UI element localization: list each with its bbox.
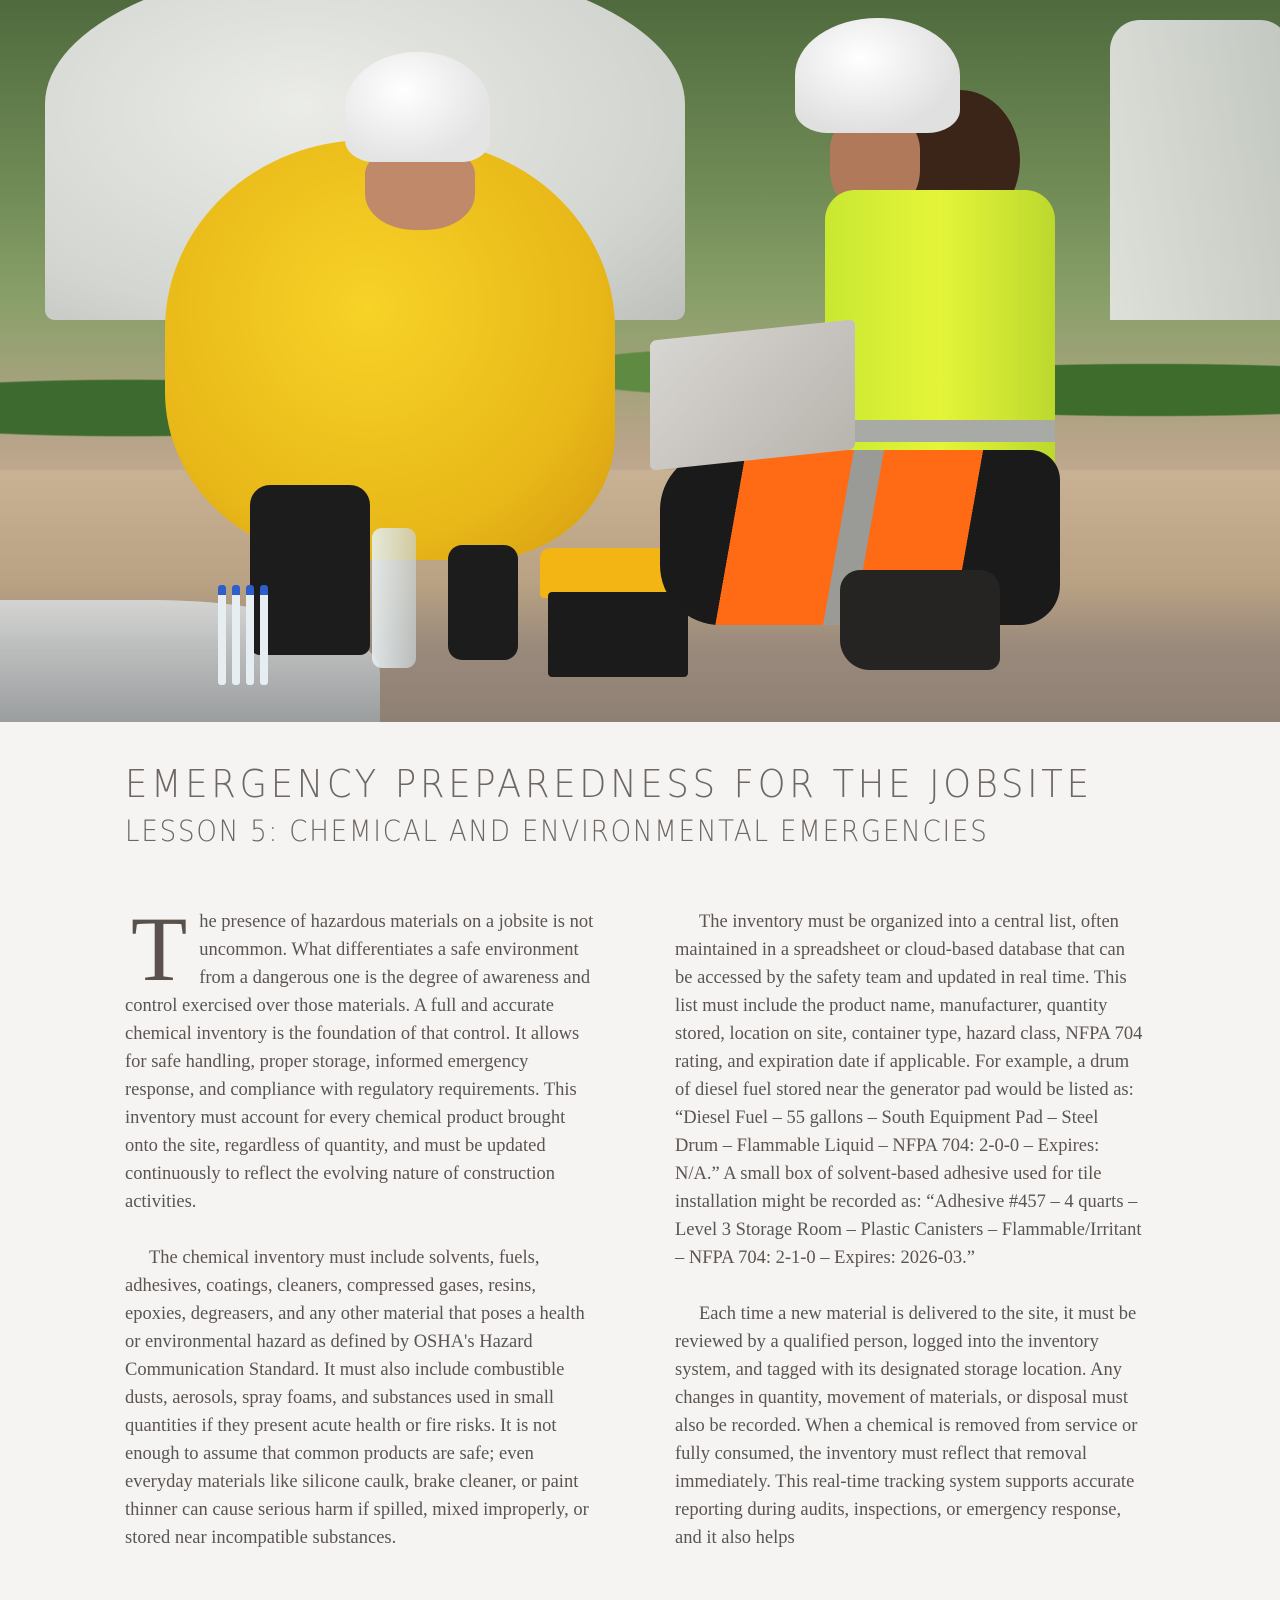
- sample-tube: [232, 585, 240, 685]
- boot-right: [840, 570, 1000, 670]
- storage-tank-right: [1110, 20, 1280, 320]
- paragraph-inventory-scope: The chemical inventory must include solvents, fuels, adhesives, coatings, cleaners, compressed gases, resins, epoxies, degreasers, and any other material that poses a health or environmental hazard as defined by OSHA's Hazard Communication Standard. It must also include combustible dusts, aerosols, spray foams, and substances used in small quantities if they present acute health or fire risks. It is not enough to assume that common products are safe; even everyday materials like silicone caulk, brake cleaner, or paint thinner can cause serious harm if spilled, mixed improperly, or stored near incompatible substances.: [125, 1248, 589, 1549]
- body-columns: [125, 898, 1155, 1580]
- sample-tube: [246, 585, 254, 685]
- page-title: EMERGENCY PREPAREDNESS FOR THE JOBSITE: [125, 762, 1093, 806]
- paragraph-inventory-updates: Each time a new material is delivered to the site, it must be reviewed by a qualified person, logged into the inventory system, and tagged with its designated storage location. Any changes in quantity, movement of materials, or disposal must also be recorded. When a chemical is removed from service or fully consumed, the inventory must reflect that removal immediately. This real-time tracking system supports accurate reporting during audits, inspections, or emergency response, and it also helps: [675, 1304, 1138, 1549]
- lesson-content: [0, 762, 1280, 1580]
- left-column: [125, 898, 595, 1580]
- hard-hat-right: [795, 18, 960, 133]
- boot-left-2: [448, 545, 518, 660]
- laptop: [650, 319, 855, 471]
- vest-reflective-stripe: [825, 420, 1055, 442]
- paragraph-inventory-format: The inventory must be organized into a central list, often maintained in a spreadsheet or cloud-based database that can be accessed by the safety team and updated in real time. This list must include the product name, manufacturer, quantity stored, location on site, container type, hazard class, NFPA 704 rating, and expiration date if applicable. For example, a drum of diesel fuel stored near the generator pad would be listed as: “Diesel Fuel – 55 gallons – South Equipment Pad – Steel Drum – Flammable Liquid – NFPA 704: 2-0-0 – Expires: N/A.” A small box of solvent-based adhesive used for tile installation might be recorded as: “Adhesive #457 – 4 quarts – Level 3 Storage Room – Plastic Canisters – Flammable/Irritant – NFPA 704: 2-1-0 – Expires: 2026-03.”: [675, 912, 1143, 1269]
- worker-left-face: [365, 150, 475, 230]
- sample-tube: [260, 585, 268, 685]
- hard-hat-left: [345, 52, 490, 162]
- paragraph-intro-text: he presence of hazardous materials on a jobsite is not uncommon. What differentiates a safe environment from a dangerous one is the degree of awareness and control exercised over those materials. A full and accurate chemical inventory is the foundation of that control. It allows for safe handling, proper storage, informed emergency response, and compliance with regulatory requirements. This inventory must account for every chemical product brought onto the site, regardless of quantity, and must be updated continuously to reflect the evolving nature of construction activities.: [125, 912, 594, 1213]
- toolbox: [548, 592, 688, 677]
- lesson-subtitle: LESSON 5: CHEMICAL AND ENVIRONMENTAL EMERGENCIES: [125, 813, 989, 848]
- water-bottle: [372, 528, 416, 668]
- right-column: [675, 908, 1145, 1580]
- hero-image: [0, 0, 1280, 722]
- boot-left-1: [250, 485, 370, 655]
- paragraph-intro: [125, 898, 595, 1216]
- sample-tube: [218, 585, 226, 685]
- drop-cap: T: [131, 898, 188, 1001]
